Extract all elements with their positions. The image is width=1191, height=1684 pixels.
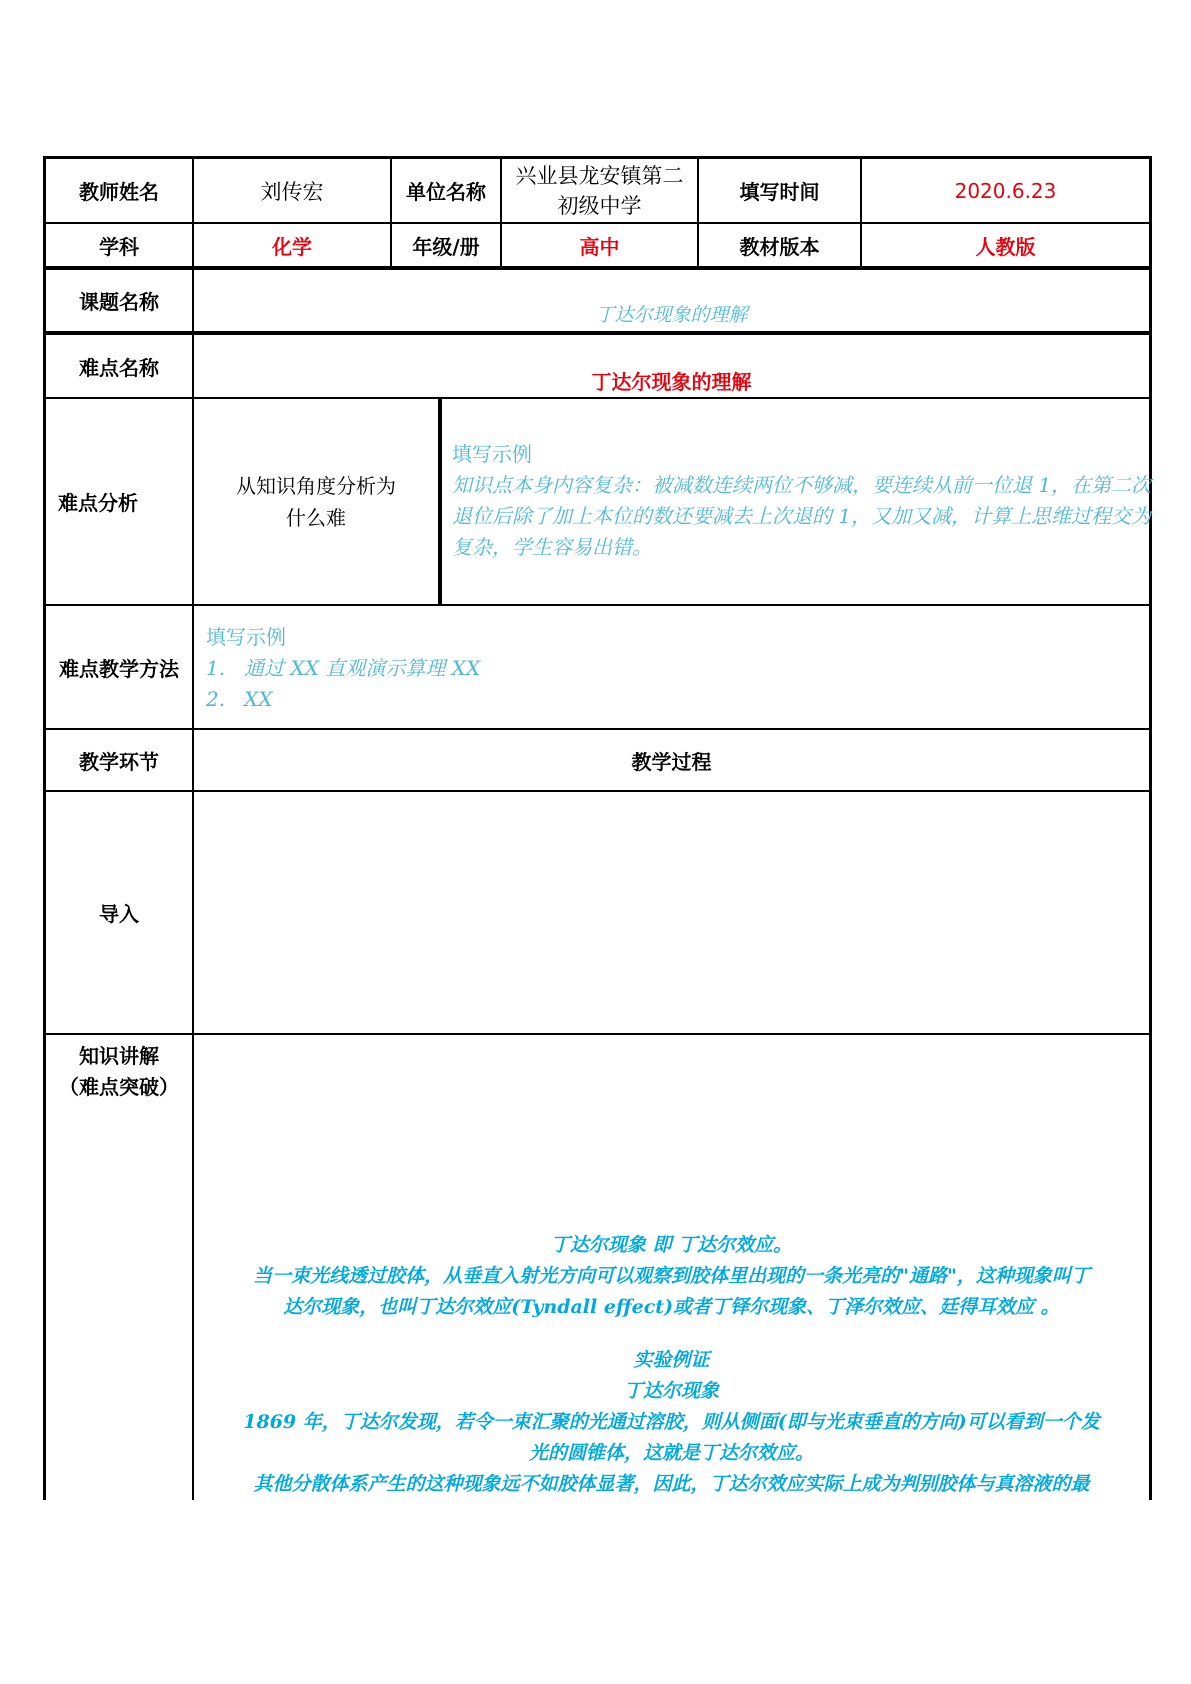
method-item-1: 1. 通过 XX 直观演示算理 XX bbox=[206, 656, 481, 680]
knowledge-label: 知识讲解 （难点突破） bbox=[43, 1034, 193, 1500]
subject-value: 化学 bbox=[193, 223, 391, 269]
unit-name-value: 兴业县龙安镇第二 初级中学 bbox=[501, 156, 698, 223]
intro-label: 导入 bbox=[43, 791, 193, 1034]
difficulty-label: 难点名称 bbox=[43, 334, 193, 398]
topic-value: 丁达尔现象的理解 bbox=[193, 269, 1152, 334]
grade-value: 高中 bbox=[501, 223, 698, 269]
intro-content bbox=[193, 791, 1152, 1034]
subject-label: 学科 bbox=[43, 223, 193, 269]
analysis-example: 填写示例 知识点本身内容复杂：被减数连续两位不够减，要连续从前一位退 1，在第二次 退位后除了加上本位的数还要减去上次退的 1，又加又减，计算上思维过程交为 复杂，学生容易出错。 bbox=[441, 398, 1152, 605]
analysis-sub-label: 从知识角度分析为 什么难 bbox=[193, 398, 441, 605]
unit-name-label: 单位名称 bbox=[391, 156, 501, 223]
edition-label: 教材版本 bbox=[698, 223, 861, 269]
process-header: 教学过程 bbox=[193, 729, 1152, 791]
difficulty-value: 丁达尔现象的理解 bbox=[193, 334, 1152, 398]
knowledge-content: 丁达尔现象 即 丁达尔效应。 当一束光线透过胶体，从垂直入射光方向可以观察到胶体里出现的一条光亮的"通路"，这种现象叫丁 达尔现象，也叫丁达尔效应(Tyndall effect)或者丁铎尔现象、丁泽尔效应、廷得耳效应 。 实验例证 丁达尔现象 1869 年，丁达尔发现，若令一束汇聚的光通过溶胶，则从侧面(即与光束垂直的方向)可以看到一个发 光的圆锥体，这就是丁达尔效应。 其他分散体系产生的这种现象远不如胶体显著，因此，丁达尔效应实际上成为判别胶体与真溶液的最 bbox=[193, 1034, 1152, 1500]
process-stage-label: 教学环节 bbox=[43, 729, 193, 791]
lesson-plan-table bbox=[43, 156, 1152, 1500]
method-example: 填写示例 1. 通过 XX 直观演示算理 XX 2. XX bbox=[193, 605, 1152, 729]
fill-date-label: 填写时间 bbox=[698, 156, 861, 223]
edition-value: 人教版 bbox=[861, 223, 1152, 269]
analysis-label: 难点分析 bbox=[43, 398, 193, 605]
teacher-name-value: 刘传宏 bbox=[193, 156, 391, 223]
method-item-2: 2. XX bbox=[206, 687, 273, 711]
teacher-name-label: 教师姓名 bbox=[43, 156, 193, 223]
fill-date-value: 2020.6.23 bbox=[861, 156, 1152, 223]
method-label: 难点教学方法 bbox=[43, 605, 193, 729]
grade-label: 年级/册 bbox=[391, 223, 501, 269]
topic-label: 课题名称 bbox=[43, 269, 193, 334]
